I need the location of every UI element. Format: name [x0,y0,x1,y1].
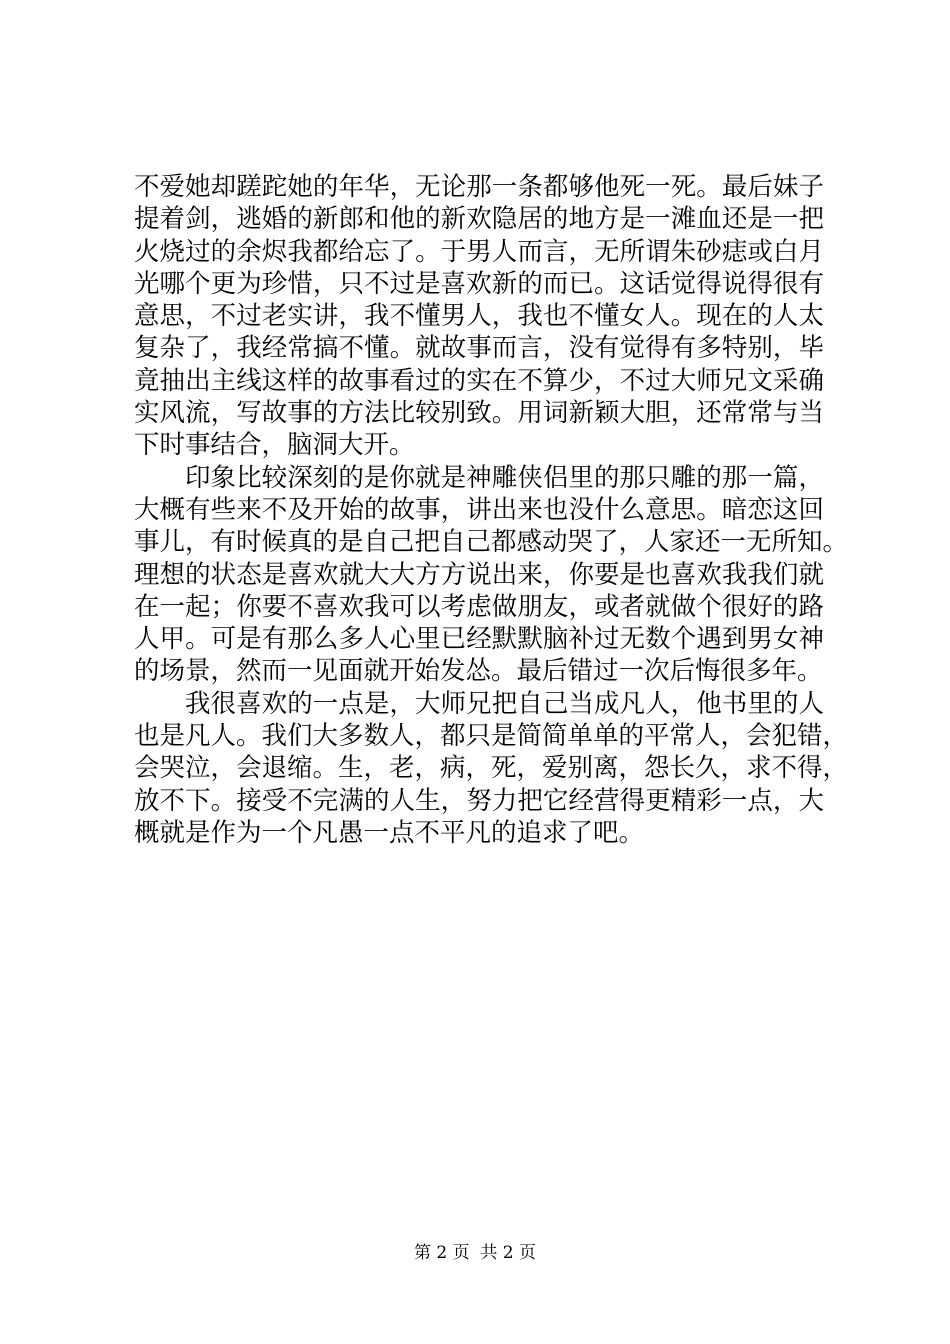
page-number: 第 2 页 共 2 页 [413,1243,537,1263]
text-line: 在一起；你要不喜欢我可以考虑做朋友，或者就做个很好的路 [134,591,824,622]
text-line: 实风流，写故事的方法比较别致。用词新颖大胆，还常常与当 [134,398,824,429]
text-line: 大概有些来不及开始的故事，讲出来也没什么意思。暗恋这回 [134,494,824,525]
text-line: 放不下。接受不完满的人生，努力把它经营得更精彩一点，大 [134,785,824,816]
text-line: 光哪个更为珍惜，只不过是喜欢新的而已。这话觉得说得很有 [134,268,824,299]
text-line: 提着剑，逃婚的新郎和他的新欢隐居的地方是一滩血还是一把 [134,204,824,235]
text-line: 也是凡人。我们大多数人，都只是简简单单的平常人，会犯错， [134,721,849,752]
text-line: 人甲。可是有那么多人心里已经默默脑补过无数个遇到男女神 [134,624,824,655]
text-line: 下时事结合，脑洞大开。 [134,430,415,461]
text-line: 意思，不过老实讲，我不懂男人，我也不懂女人。现在的人太 [134,301,824,332]
paragraph-first-line: 我很喜欢的一点是，大师兄把自己当成凡人，他书里的人 [185,688,824,719]
text-line: 竟抽出主线这样的故事看过的实在不算少，不过大师兄文采确 [134,365,824,396]
page-footer [0,1242,950,1264]
text-line: 不爱她却蹉跎她的年华，无论那一条都够他死一死。最后妹子 [134,172,824,202]
paragraph-first-line: 印象比较深刻的是你就是神雕侠侣里的那只雕的那一篇， [185,462,824,493]
text-line: 的场景，然而一见面就开始发怂。最后错过一次后悔很多年。 [134,656,823,687]
text-line: 概就是作为一个凡愚一点不平凡的追求了吧。 [134,817,645,848]
text-line: 复杂了，我经常搞不懂。就故事而言，没有觉得有多特别，毕 [134,333,824,364]
text-line: 会哭泣，会退缩。生，老，病，死，爱别离，怨长久，求不得， [134,753,849,784]
text-line: 事儿，有时候真的是自己把自己都感动哭了，人家还一无所知。 [134,527,849,558]
text-line: 火烧过的余烬我都给忘了。于男人而言，无所谓朱砂痣或白月 [134,236,824,267]
text-line: 理想的状态是喜欢就大大方方说出来，你要是也喜欢我我们就 [134,559,824,590]
body-text [134,171,849,849]
